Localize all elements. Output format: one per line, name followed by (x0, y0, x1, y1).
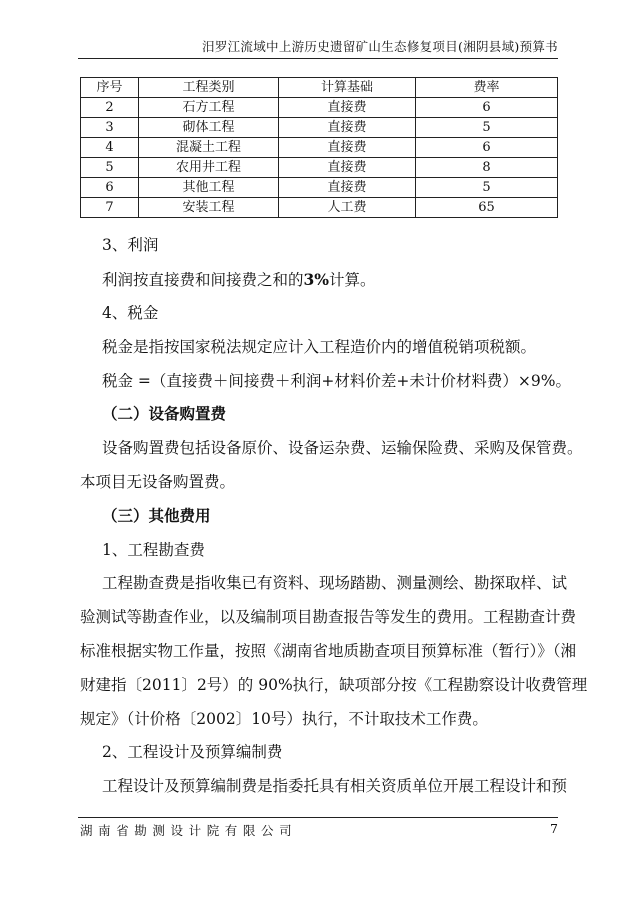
survey-paragraph-line: 验测试等勘查作业，以及编制项目勘查报告等发生的费用。工程勘查计费 (80, 608, 577, 626)
table-row (81, 118, 558, 138)
table-cell: 直接费 (279, 138, 416, 158)
survey-paragraph-line: 工程勘查费是指收集已有资料、现场踏勘、测量测绘、勘探取样、试 (102, 574, 568, 592)
table-cell: 5 (81, 158, 139, 178)
table-cell: 4 (81, 138, 139, 158)
table-cell: 石方工程 (139, 98, 279, 118)
table-header-row (81, 78, 558, 98)
table-cell: 65 (416, 198, 558, 218)
fee-rate-table (80, 77, 558, 218)
table-cell: 混凝土工程 (139, 138, 279, 158)
profit-heading: 3、利润 (102, 236, 159, 254)
table-cell: 5 (416, 118, 558, 138)
profit-text-pre: 利润按直接费和间接费之和的 (102, 271, 304, 289)
other-costs-section-heading: （三）其他费用 (102, 506, 211, 525)
profit-paragraph (102, 270, 376, 290)
table-cell: 5 (416, 178, 558, 198)
survey-paragraph-line: 财建指〔2011〕2号）的 90%执行，缺项部分按《工程勘察设计收费管理 (80, 676, 588, 694)
table-row (81, 98, 558, 118)
footer-organization: 湖南省勘测设计院有限公司 (80, 823, 298, 838)
table-cell: 6 (81, 178, 139, 198)
table-cell: 直接费 (279, 158, 416, 178)
profit-rate: 3% (303, 270, 330, 289)
design-heading: 2、工程设计及预算编制费 (102, 743, 283, 761)
table-cell: 6 (416, 138, 558, 158)
table-cell: 6 (416, 98, 558, 118)
survey-paragraph-line: 标准根据实物工作量，按照《湖南省地质勘查项目预算标准（暂行）》（湘 (80, 642, 577, 660)
tax-heading: 4、税金 (102, 304, 159, 322)
running-header: 汨罗江流域中上游历史遗留矿山生态修复项目(湘阴县域)预算书 (202, 39, 558, 54)
table-cell: 直接费 (279, 178, 416, 198)
table-row (81, 178, 558, 198)
table-cell: 农用井工程 (139, 158, 279, 178)
design-paragraph-line: 工程设计及预算编制费是指委托具有相关资质单位开展工程设计和预 (102, 777, 568, 795)
column-header: 序号 (81, 78, 139, 98)
table-row (81, 198, 558, 218)
table-cell: 安装工程 (139, 198, 279, 218)
profit-text-post: 计算。 (329, 271, 376, 289)
survey-heading: 1、工程勘查费 (102, 541, 205, 559)
table-cell: 2 (81, 98, 139, 118)
equipment-paragraph-line: 设备购置费包括设备原价、设备运杂费、运输保险费、采购及保管费。 (102, 439, 583, 457)
column-header: 计算基础 (279, 78, 416, 98)
column-header: 费率 (416, 78, 558, 98)
table-cell: 砌体工程 (139, 118, 279, 138)
equipment-section-heading: （二）设备购置费 (102, 404, 227, 423)
table-cell: 8 (416, 158, 558, 178)
survey-paragraph-line: 规定》（计价格〔2002〕10号）执行，不计取技术工作费。 (80, 710, 488, 728)
column-header: 工程类别 (139, 78, 279, 98)
table-cell: 人工费 (279, 198, 416, 218)
table-cell: 其他工程 (139, 178, 279, 198)
footer-rule (78, 817, 558, 818)
tax-paragraph: 税金是指按国家税法规定应计入工程造价内的增值税销项税额。 (102, 338, 537, 356)
table-row (81, 158, 558, 178)
table-cell: 7 (81, 198, 139, 218)
page-number: 7 (550, 821, 558, 836)
table-cell: 直接费 (279, 118, 416, 138)
equipment-paragraph-line: 本项目无设备购置费。 (80, 473, 236, 491)
table-cell: 直接费 (279, 98, 416, 118)
header-rule (78, 58, 558, 59)
table-row (81, 138, 558, 158)
table-cell: 3 (81, 118, 139, 138)
tax-formula: 税金 =（直接费＋间接费＋利润+材料价差+未计价材料费）×9%。 (102, 372, 571, 390)
